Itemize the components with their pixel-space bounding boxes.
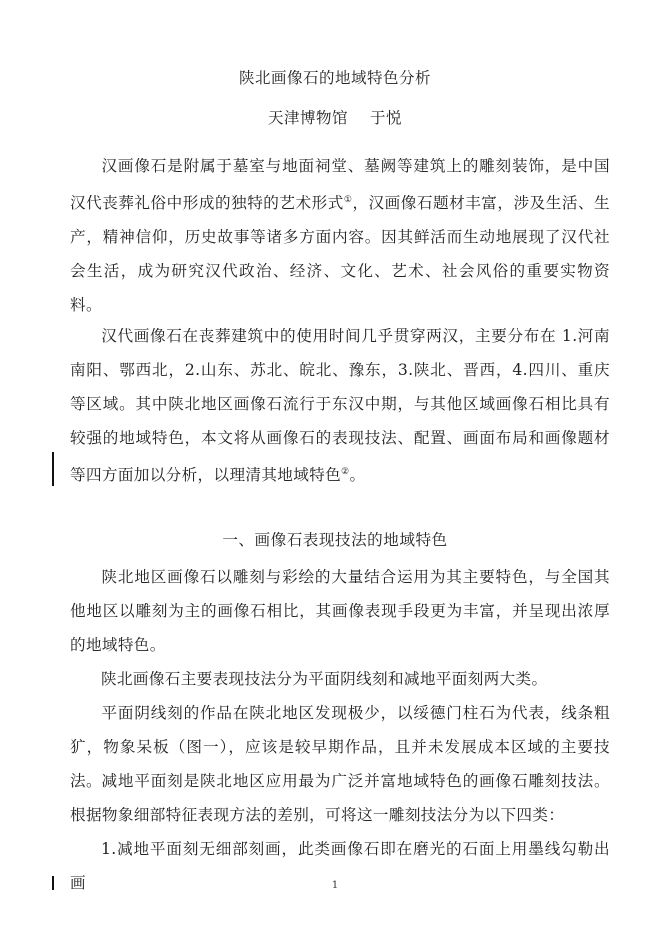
paragraph-1 (70, 149, 610, 322)
author-line (0, 106, 670, 128)
paragraph-3 (70, 560, 610, 662)
footnote-marker-2: ② (341, 467, 350, 477)
paragraph-3-text: 陕北地区画像石以雕刻与彩绘的大量结合运用为其主要特色，与全国其他地区以雕刻为主的画像石相比，其画像表现手段更为丰富，并呈现出浓厚的地域特色。 (70, 568, 610, 654)
author-organization: 天津博物馆 (267, 109, 348, 127)
paragraph-4-text: 陕北画像石主要表现技法分为平面阴线刻和减地平面刻两大类。 (101, 670, 548, 688)
page-number: 1 (331, 880, 339, 891)
paragraph-2-text-a: 汉代画像石在丧葬建筑中的使用时间几乎贯穿两汉，主要分布在 1.河南南阳、鄂西北，2.山东、苏北、皖北、豫东，3.陕北、晋西，4.四川、重庆等区域。其中陕北地区画像石流行于东汉中期，与其他区域画像石相比具有较强的地域特色，本文将从画像石的表现技法、配置、画面布局和画像题材等四方面加以分析，以理清其地域特色 (70, 327, 610, 484)
paragraph-1-text-a: 汉画像石是附属于墓室与地面祠堂、墓阙等建筑上的雕刻装饰，是中国汉代丧葬礼俗中形成的独特的艺术形式 (70, 157, 610, 212)
paragraph-2 (70, 319, 610, 492)
paragraph-1-text-b: ，汉画像石题材丰富，涉及生活、生产，精神信仰，历史故事等诸多方面内容。因其鲜活而生动地展现了汉代社会生活，成为研究汉代政治、经济、文化、艺术、社会风俗的重要实物资料。 (70, 194, 611, 314)
section-heading-1: 一、画像石表现技法的地域特色 (222, 531, 448, 549)
revision-bar (52, 452, 54, 486)
footnote-marker-1: ① (343, 195, 353, 205)
author-name: 于悦 (370, 109, 403, 127)
paragraph-6-text: 减地平面刻是陕北地区应用最为广泛并富地域特色的画像石雕刻技法。根据物象细部特征表现方法的差别，可将这一雕刻技法分为以下四类： (70, 772, 610, 824)
paragraph-7-text: 1.减地平面刻无细部刻画，此类画像石即在磨光的石面上用墨线勾勒出画 (70, 840, 610, 892)
paragraph-2-text-b: 。 (349, 466, 366, 484)
document-title: 陕北画像石的地域特色分析 (238, 69, 431, 87)
paragraph-4 (70, 662, 610, 696)
paragraph-6 (70, 764, 610, 832)
paragraph-5-text: 平面阴线刻的作品在陕北地区发现极少，以绥德门柱石为代表，线条粗犷，物象呆板（图一），应该是较早期作品，且并未发展成本区域的主要技法。 (70, 704, 610, 790)
